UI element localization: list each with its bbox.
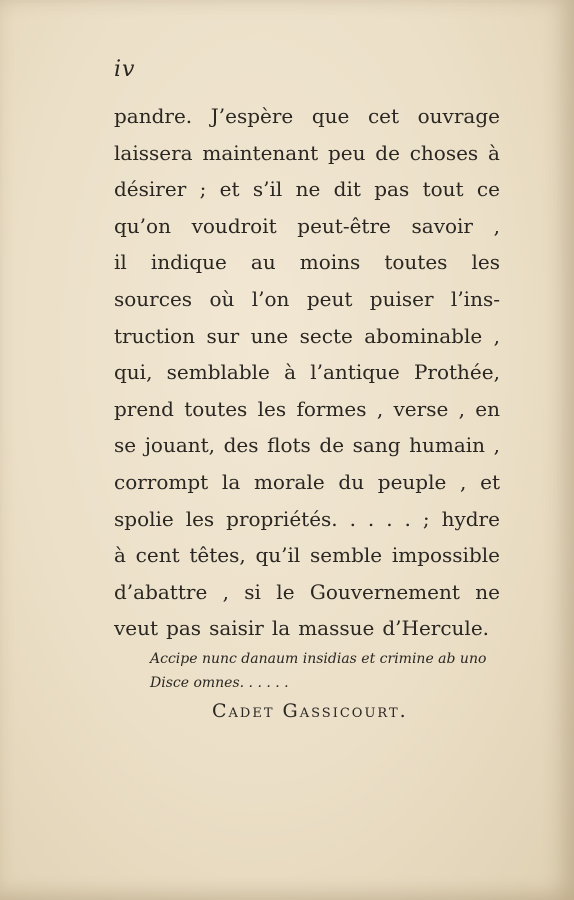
word: qu’il (255, 543, 301, 568)
word: hydre (441, 506, 500, 531)
word: semblable (166, 360, 270, 385)
word: verse (393, 396, 449, 421)
word: pas (374, 177, 410, 202)
word: l’antique (310, 360, 400, 385)
quote-line: Accipe nunc danaum insidias et crimine ab uno (150, 651, 487, 667)
word: les (471, 250, 500, 275)
word: prend (114, 396, 174, 421)
text-line (114, 501, 500, 538)
word: sang (352, 433, 401, 458)
word: humain (409, 433, 486, 458)
word: puiser (369, 286, 434, 311)
word: voudroit (191, 213, 277, 238)
word: spolie (114, 506, 174, 531)
word: flots (267, 433, 311, 458)
word: choses (409, 140, 479, 165)
word: qu’on (114, 213, 171, 238)
word: J’espère (210, 104, 294, 128)
quote-line: Disce omnes. . . . . . (150, 675, 289, 691)
word: Prothée, (413, 360, 500, 385)
text-line (114, 98, 500, 135)
word: peu (327, 140, 366, 165)
word: cet (367, 104, 400, 128)
word: qui, (114, 360, 153, 385)
text-line (114, 281, 500, 318)
word: l’on (251, 286, 290, 311)
word: truction (114, 323, 196, 348)
word: ne (475, 579, 500, 604)
word: toutes (184, 396, 248, 421)
word: de (375, 140, 400, 165)
word: du (338, 469, 365, 494)
word: veut (114, 616, 159, 641)
word: la (221, 469, 241, 494)
word: les (257, 396, 287, 421)
word: désirer (114, 177, 187, 202)
word: . (349, 506, 356, 531)
word: et (480, 469, 500, 494)
word: à (114, 543, 126, 568)
word: toutes (384, 250, 448, 275)
word: , (493, 323, 500, 348)
word: à (488, 140, 500, 165)
word: morale (253, 469, 325, 494)
word: que (311, 104, 350, 128)
word: le (276, 579, 295, 604)
text-line (114, 427, 500, 464)
word: en (475, 396, 500, 421)
word: cent (135, 543, 180, 568)
word: l’ins- (450, 286, 500, 311)
word: peuple (377, 469, 447, 494)
word: , (493, 433, 500, 458)
word: ; (199, 177, 207, 202)
text-line (114, 135, 500, 172)
word: d’abattre (114, 579, 208, 604)
page-number: iv (114, 57, 136, 82)
word: s’il (252, 177, 283, 202)
word: , (376, 396, 384, 421)
word: indique (150, 250, 227, 275)
word: sur (206, 323, 240, 348)
word: corrompt (114, 469, 209, 494)
word: tout (422, 177, 464, 202)
word: têtes, (189, 543, 246, 568)
word: et (219, 177, 240, 202)
word: se (114, 433, 137, 458)
text-line (114, 171, 500, 208)
word: peut-être (297, 213, 391, 238)
word: , (458, 396, 465, 421)
text-line (114, 244, 500, 281)
word: , (493, 213, 500, 238)
word: à (284, 360, 297, 385)
word: peut (306, 286, 353, 311)
word: les (185, 506, 215, 531)
word: jouant, (144, 433, 216, 458)
word: formes (296, 396, 367, 421)
text-line (114, 354, 500, 391)
author-signature: Cadet Gassicourt. (212, 700, 408, 722)
text-line (114, 318, 500, 355)
word: moins (299, 250, 361, 275)
word: au (250, 250, 276, 275)
word: propriétés. (226, 506, 338, 531)
word: , (222, 579, 229, 604)
word: ce (476, 177, 500, 202)
word: semble (310, 543, 383, 568)
word: où (209, 286, 235, 311)
word: de (319, 433, 345, 458)
word: ouvrage (417, 104, 500, 128)
word: ; (422, 506, 430, 531)
word: abominable (364, 323, 483, 348)
word: d’Hercule. (382, 616, 490, 641)
text-line (114, 208, 500, 245)
word: massue (298, 616, 375, 641)
text-line (114, 574, 500, 611)
word: maintenant (202, 140, 319, 165)
latin-quote (150, 647, 500, 695)
word: Gouvernement (309, 579, 460, 604)
word: , (460, 469, 467, 494)
word: savoir (411, 213, 473, 238)
word: une (250, 323, 289, 348)
word: ne (295, 177, 321, 202)
word: . (386, 506, 393, 531)
word: si (244, 579, 261, 604)
word: . (404, 506, 411, 531)
word: pandre. (114, 104, 193, 128)
word: pas (166, 616, 202, 641)
word: dit (333, 177, 361, 202)
word: saisir (209, 616, 264, 641)
text-line (114, 610, 500, 647)
text-line (114, 537, 500, 574)
word: sources (114, 286, 193, 311)
word: secte (299, 323, 353, 348)
word: . (367, 506, 375, 531)
text-line (114, 391, 500, 428)
body-text (114, 98, 500, 647)
word: la (271, 616, 291, 641)
word: des (223, 433, 259, 458)
text-line (114, 464, 500, 501)
word: laissera (114, 140, 193, 165)
word: impossible (391, 543, 500, 568)
word: il (114, 250, 127, 275)
